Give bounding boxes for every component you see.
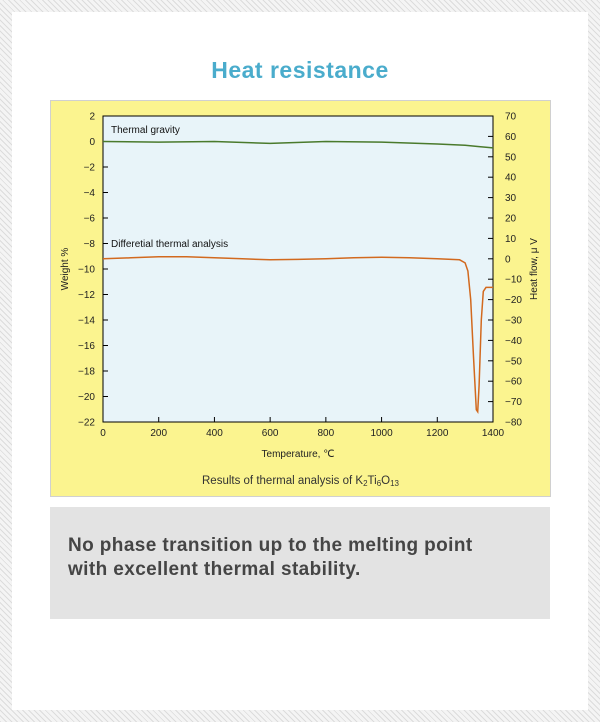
y-axis-title-right: Heat flow, μ V (529, 238, 540, 300)
left-tick-label: 2 (89, 111, 95, 123)
page-title: Heat resistance (211, 57, 389, 83)
content-panel (12, 12, 588, 710)
right-tick-label: 10 (505, 233, 517, 245)
caption-subscript-13: 13 (390, 479, 399, 488)
right-tick-label: 60 (505, 131, 517, 143)
right-tick-label: 50 (505, 152, 517, 164)
x-tick-label: 1200 (426, 428, 449, 439)
right-tick-label: 0 (505, 254, 511, 266)
right-tick-label: 30 (505, 193, 517, 205)
caption-ti: Ti (367, 475, 377, 487)
x-tick-label: 800 (317, 428, 335, 439)
left-tick-label: −4 (83, 188, 95, 199)
chart-container (50, 100, 551, 497)
right-tick-label: −40 (505, 335, 522, 347)
series-label-thermal-gravity: Thermal gravity (111, 125, 180, 136)
right-tick-label: −20 (505, 295, 522, 307)
x-tick-label: 1000 (370, 428, 393, 439)
right-tick-label: 40 (505, 172, 517, 184)
right-tick-label: −60 (505, 376, 522, 388)
note-text: No phase transition up to the melting point with excellent thermal stability. (68, 535, 473, 580)
caption-subscript-2: 2 (363, 479, 368, 488)
left-tick-label: −2 (83, 162, 95, 174)
right-tick-label: −80 (505, 417, 522, 429)
left-tick-label: −10 (78, 264, 95, 276)
x-tick-label: 1400 (481, 428, 505, 439)
thermal-analysis-chart (51, 101, 550, 496)
caption-o: O (381, 475, 391, 487)
x-tick-label: 600 (261, 428, 279, 439)
right-tick-label: −30 (505, 315, 522, 327)
caption-subscript-6: 6 (376, 479, 382, 488)
note-box (50, 507, 550, 619)
left-tick-label: −8 (83, 239, 95, 250)
right-tick-label: −70 (505, 397, 522, 409)
x-axis-title: Temperature, ℃ (261, 449, 335, 460)
plot-area (103, 116, 493, 422)
left-tick-label: −20 (78, 392, 95, 403)
left-tick-label: −18 (78, 366, 95, 378)
x-tick-label: 400 (206, 428, 223, 439)
left-tick-label: −14 (78, 315, 95, 327)
series-label-dta: Differetial thermal analysis (111, 239, 229, 250)
left-tick-label: −22 (78, 417, 95, 429)
right-tick-label: −50 (505, 356, 522, 368)
right-tick-label: −10 (505, 274, 522, 286)
x-tick-label: 200 (150, 428, 168, 439)
left-tick-label: −6 (83, 213, 95, 225)
left-tick-label: 0 (89, 137, 95, 148)
left-tick-label: −12 (78, 290, 95, 301)
caption-text: Results of thermal analysis of K (202, 475, 364, 487)
right-tick-label: 20 (505, 213, 517, 225)
chart-caption (51, 475, 550, 487)
left-tick-label: −16 (78, 341, 95, 352)
x-tick-label: 0 (100, 428, 106, 439)
y-axis-title-left: Weight % (60, 247, 71, 291)
right-tick-label: 70 (505, 111, 517, 123)
